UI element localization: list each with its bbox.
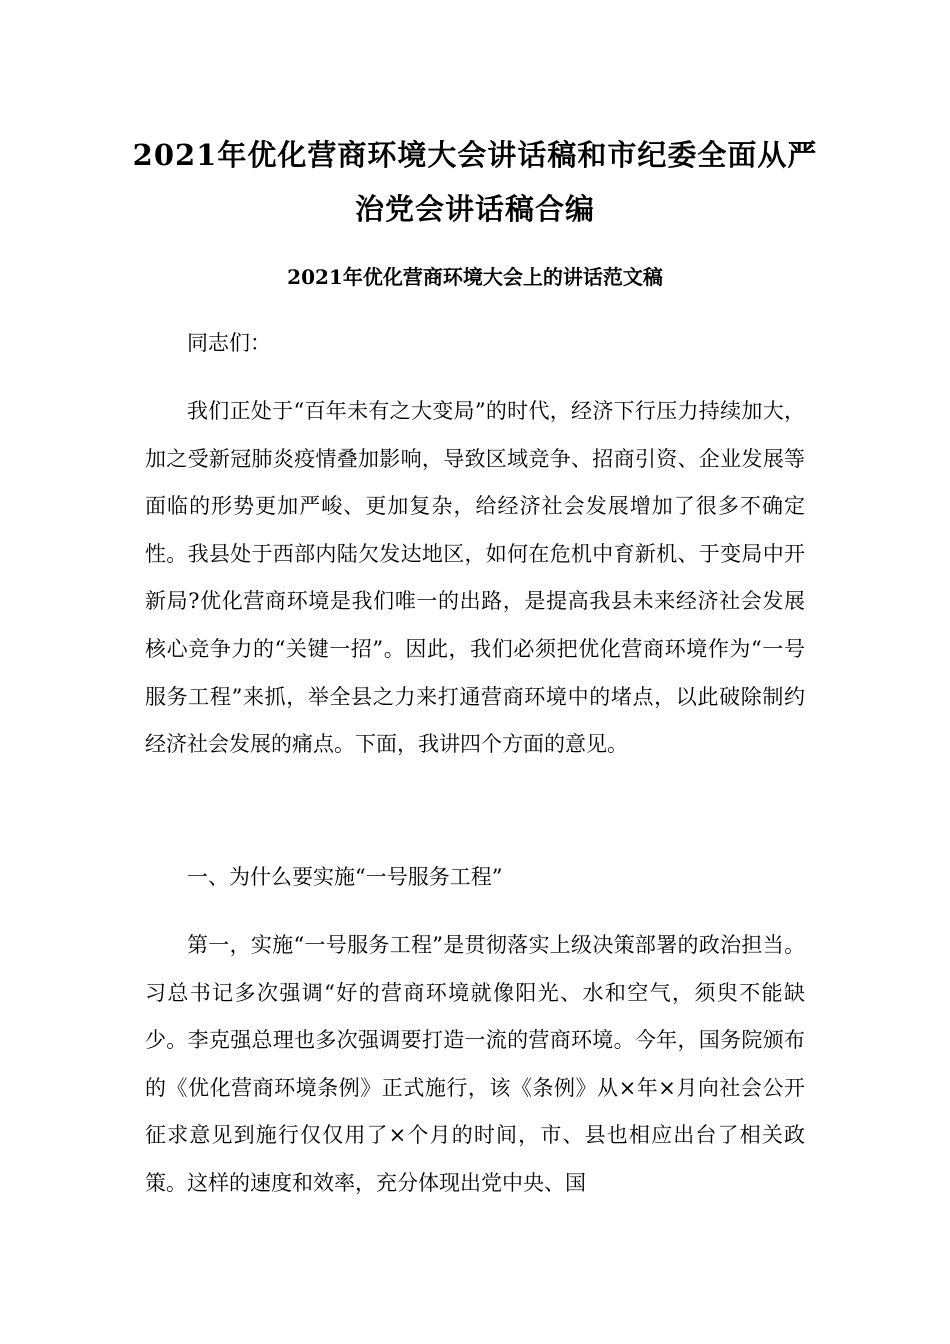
document-title: 2021年优化营商环境大会讲话稿和市纪委全面从严治党会讲话稿合编 (132, 138, 818, 226)
paragraph-first-point: 第一，实施“一号服务工程”是贯彻落实上级决策部署的政治担当。习总书记多次强调“好的营商环境就像阳光、水和空气，须臾不能缺少。李克强总理也多次强调要打造一流的营商环境。今年，国务院颁布的《优化营商环境条例》正式施行，该《条例》从×年×月向社会公开征求意见到施行仅仅用了×个月的时间，市、县也相应出台了相关政策。这样的速度和效率，充分体现出党中央、国 (145, 933, 805, 1195)
document-subtitle: 2021年优化营商环境大会上的讲话范文稿 (287, 265, 663, 289)
paragraph-intro: 我们正处于“百年未有之大变局”的时代，经济下行压力持续加大，加之受新冠肺炎疫情叠加影响，导致区域竞争、招商引资、企业发展等面临的形势更加严峻、更加复杂，给经济社会发展增加了很多不确定性。我县处于西部内陆欠发达地区，如何在危机中育新机、于变局中开新局?优化营商环境是我们唯一的出路，是提高我县未来经济社会发展核心竞争力的“关键一招”。因此，我们必须把优化营商环境作为“一号服务工程”来抓，举全县之力来打通营商环境中的堵点，以此破除制约经济社会发展的痛点。下面，我讲四个方面的意见。 (145, 399, 805, 757)
section-heading-1: 一、为什么要实施“一号服务工程” (187, 865, 503, 889)
salutation: 同志们： (187, 331, 271, 355)
